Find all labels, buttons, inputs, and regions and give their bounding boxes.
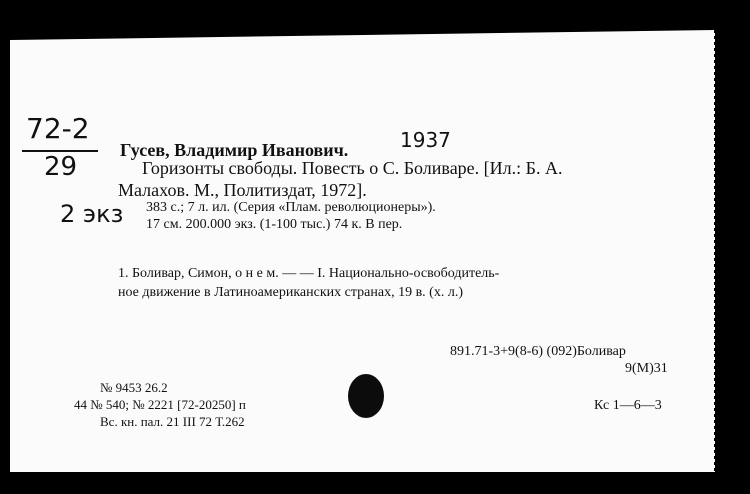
subject-line-1: 1. Боливар, Симон, о н е м. — — I. Национально-освободитель- (118, 266, 500, 281)
subject-line-2: ное движение в Латиноамериканских странах, 19 в. (х. л.) (118, 285, 463, 300)
description-line-2: 17 см. 200.000 экз. (1-100 тыс.) 74 к. В пер. (146, 217, 403, 232)
record-line-1: № 9453 26.2 (100, 380, 168, 395)
shelf-mark-bottom: 29 (44, 152, 78, 182)
handwritten-year: 1937 (400, 128, 451, 152)
classification-line-1: 891.71-3+9(8-6) (092)Боливар (450, 344, 626, 359)
punch-hole (348, 374, 384, 418)
title-line-1: Горизонты свободы. Повесть о С. Боливаре. [Ил.: Б. А. (142, 158, 563, 178)
record-line-3: Вс. кн. пал. 21 III 72 Т.262 (100, 414, 245, 429)
record-right: Кс 1—6—3 (594, 398, 662, 413)
classification-line-2: 9(М)31 (625, 361, 668, 376)
title-line-2: Малахов. М., Политиздат, 1972]. (118, 180, 367, 200)
author-heading: Гусев, Владимир Иванович. (120, 140, 349, 160)
scan-left-border (0, 0, 10, 494)
shelf-mark-top: 72-2 (26, 112, 90, 145)
card-right-edge (714, 30, 716, 472)
handwritten-copies: 2 экз (60, 200, 124, 228)
record-line-2: 44 № 540; № 2221 [72-20250] п (74, 397, 246, 412)
description-line-1: 383 с.; 7 л. ил. (Серия «Плам. революционеры»). (146, 200, 436, 215)
